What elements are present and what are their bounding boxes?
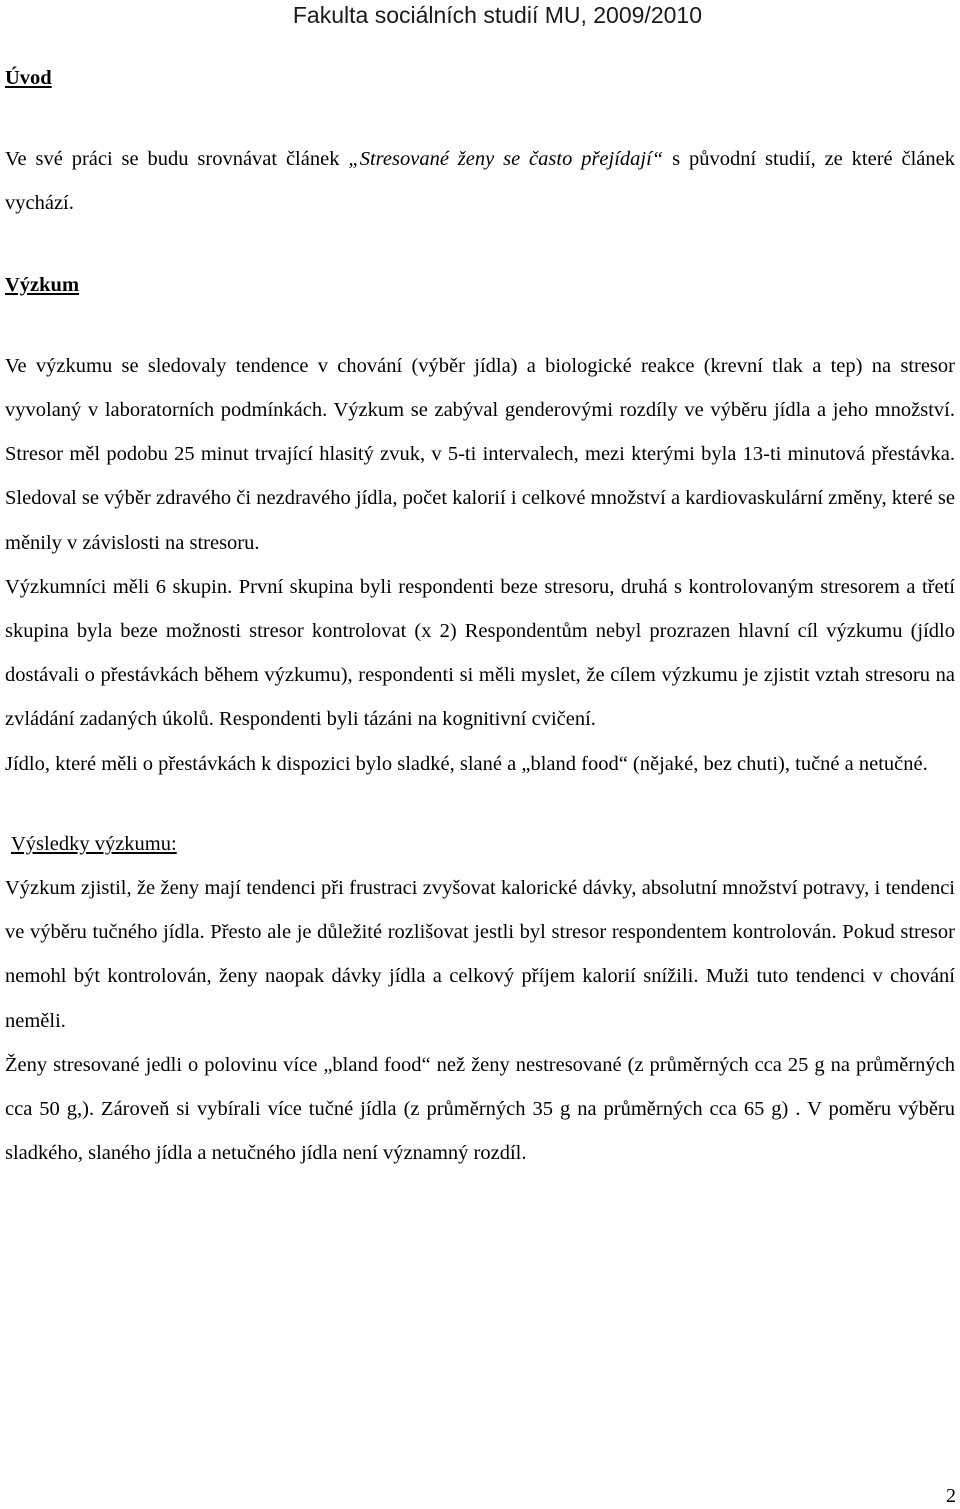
section-heading-uvod: Úvod: [5, 67, 52, 89]
results-paragraph-2: Ženy stresované jedli o polovinu více „bland food“ než ženy nestresované (z průměrných cca 25 g na průměrných cca 50 g,). Zároveň si vybírali více tučné jídla (z průměrných 35 g na průměrných cca 65 g) . V poměru výběru sladkého, slaného jídla a netučného jídla není významný rozdíl.: [5, 1053, 955, 1165]
research-paragraph-2: Výzkumníci měli 6 skupin. První skupina byli respondenti beze stresoru, druhá s kontrolovaným stresorem a třetí skupina byla beze možnosti stresor kontrolovat (x 2) Respondentům nebyl prozrazen hlavní cíl výzkumu (jídlo dostávali o přestávkách během výzkumu), respondenti si měli myslet, že cílem výzkumu je zjistit vztah stresoru na zvládání zadaných úkolů. Respondenti byli tázáni na kognitivní cvičení.: [5, 575, 955, 731]
section-heading-vysledky: Výsledky výzkumu:: [11, 832, 177, 855]
intro-text-before: Ve své práci se budu srovnávat článek: [5, 148, 349, 171]
research-paragraph-1: Ve výzkumu se sledovaly tendence v chování (výběr jídla) a biologické reakce (krevní tlak a tep) na stresor vyvolaný v laboratorních podmínkách. Výzkum se zabýval genderovými rozdíly ve výběru jídla a jeho množství. Stresor měl podobu 25 minut trvající hlasitý zvuk, v 5-ti intervalech, mezi kterými byla 13-ti minutová přestávka. Sledoval se výběr zdravého či nezdravého jídla, počet kalorií i celkové množství a kardiovaskulární změny, které se měnily v závislosti na stresoru.: [5, 354, 955, 554]
intro-text-after: s původní studií, ze které článek vychází.: [5, 148, 955, 215]
page-number: 2: [946, 1485, 956, 1507]
research-paragraph-3: Jídlo, které měli o přestávkách k dispozici bylo sladké, slané a „bland food“ (nějaké, bez chuti), tučné a netučné.: [5, 752, 928, 775]
article-title: „Stresované ženy se často přejídají“: [348, 148, 664, 171]
document-body: [5, 56, 955, 1175]
intro-paragraph: [5, 137, 955, 225]
running-header: Fakulta sociálních studií MU, 2009/2010: [292, 2, 702, 28]
results-paragraph-1: Výzkum zjistil, že ženy mají tendenci při frustraci zvyšovat kalorické dávky, absolutní množství potravy, i tendenci ve výběru tučného jídla. Přesto ale je důležité rozlišovat jestli byl stresor respondentem kontrolován. Pokud stresor nemohl být kontrolován, ženy naopak dávky jídla a celkový příjem kalorií snížili. Muži tuto tendenci v chování neměli.: [5, 877, 955, 1032]
section-heading-vyzkum: Výzkum: [5, 273, 80, 296]
